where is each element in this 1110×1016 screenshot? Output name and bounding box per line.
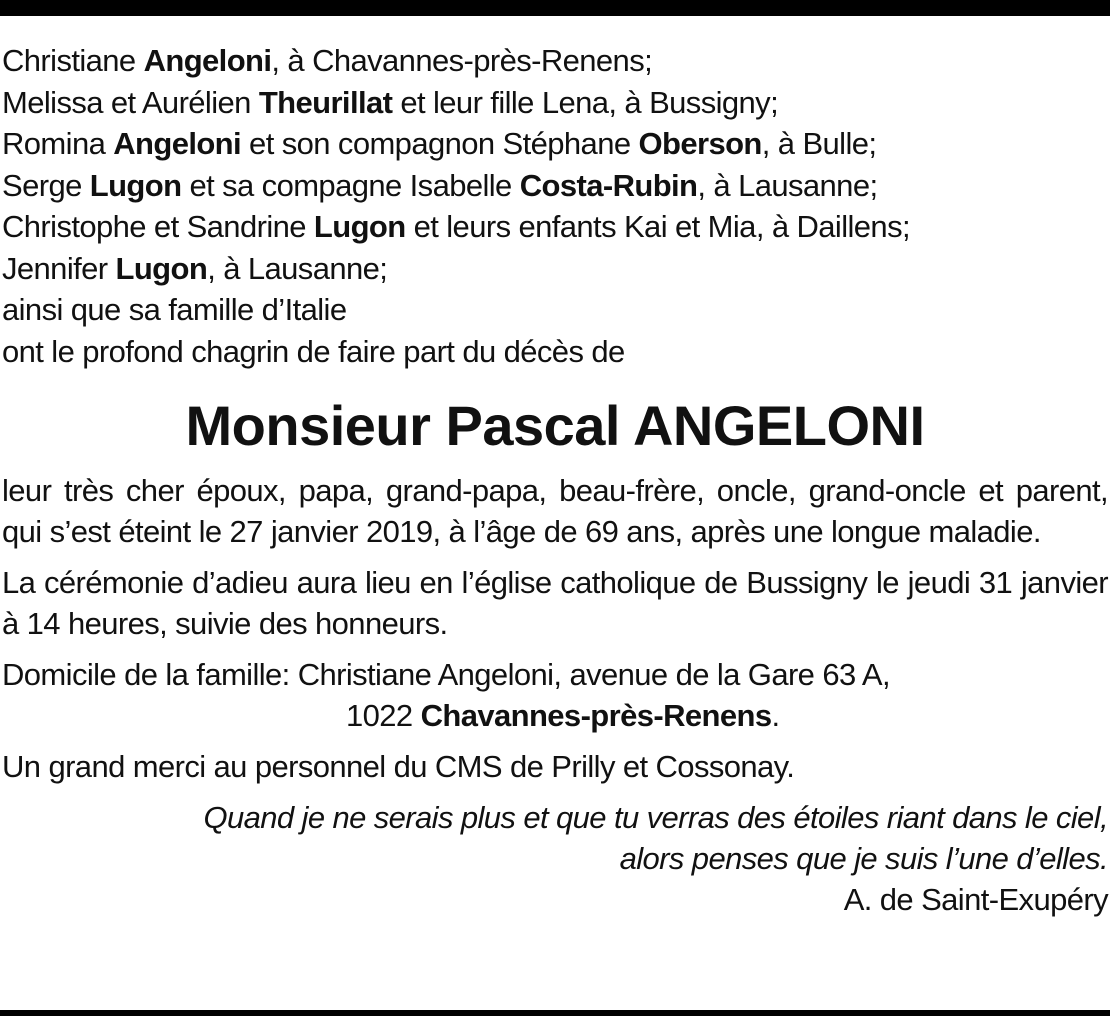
domicile-city: Chavannes-près-Renens [420, 698, 772, 733]
family-line [2, 165, 1108, 207]
family-line [2, 248, 1108, 290]
family-text: Christophe et Sandrine [2, 209, 314, 244]
deceased-name: Monsieur Pascal ANGELONI [185, 394, 925, 457]
quote-author: A. de Saint-Exupéry [843, 882, 1108, 917]
family-text: et son compagnon Stéphane [241, 126, 639, 161]
family-surname: Lugon [115, 250, 208, 286]
family-line [2, 331, 1108, 373]
top-rule [0, 0, 1110, 16]
bottom-rule [0, 1010, 1110, 1016]
domicile-line: Domicile de la famille: Christiane Angeloni, avenue de la Gare 63 A, [2, 657, 891, 692]
family-text: et sa compagne Isabelle [181, 167, 520, 203]
family-list [2, 40, 1108, 372]
family-text: ainsi que sa famille d’Italie [2, 292, 347, 327]
family-text: Serge [2, 167, 90, 203]
family-surname: Angeloni [113, 126, 242, 161]
family-text: , à Bulle; [761, 126, 877, 161]
family-line [2, 206, 1108, 248]
family-text: Melissa et Aurélien [2, 84, 259, 120]
domicile-postcode: 1022 [346, 698, 421, 733]
family-surname: Lugon [313, 209, 406, 244]
family-text: Romina [2, 126, 114, 161]
domicile-end: . [771, 698, 780, 733]
family-line [2, 289, 1108, 331]
family-text: , à Lausanne; [697, 167, 878, 203]
family-text: et leur fille Lena, à Bussigny; [392, 84, 779, 120]
family-surname: Costa-Rubin [519, 167, 698, 203]
death-notice [2, 40, 1108, 920]
family-text: Jennifer [2, 250, 116, 286]
family-surname: Angeloni [143, 43, 272, 78]
family-text: , à Lausanne; [207, 250, 388, 286]
family-line [2, 40, 1108, 82]
quote-line: Quand je ne serais plus et que tu verras des étoiles riant dans le ciel, [203, 800, 1108, 835]
family-text: Christiane [2, 43, 144, 78]
description-paragraph: leur très cher époux, papa, grand-papa, beau-frère, oncle, grand-oncle et parent, qui s’est éteint le 27 janvier 2019, à l’âge de 69 ans, après une longue maladie. [2, 473, 1108, 549]
family-surname: Oberson [638, 126, 762, 161]
family-line [2, 123, 1108, 165]
family-text: ont le profond chagrin de faire part du décès de [2, 333, 625, 369]
quote-line: alors penses que je suis l’une d’elles. [619, 841, 1108, 876]
family-text: et leurs enfants Kai et Mia, à Daillens; [405, 209, 910, 244]
thanks-paragraph: Un grand merci au personnel du CMS de Prilly et Cossonay. [2, 749, 795, 784]
ceremony-paragraph: La cérémonie d’adieu aura lieu en l’église catholique de Bussigny le jeudi 31 janvier à 14 heures, suivie des honneurs. [2, 565, 1108, 641]
domicile-paragraph [2, 654, 1108, 736]
family-line [2, 82, 1108, 124]
quote [2, 797, 1108, 879]
family-surname: Lugon [89, 167, 182, 203]
domicile-city-line [2, 695, 1108, 736]
family-text: , à Chavannes-près-Renens; [271, 43, 653, 78]
family-surname: Theurillat [258, 84, 393, 120]
